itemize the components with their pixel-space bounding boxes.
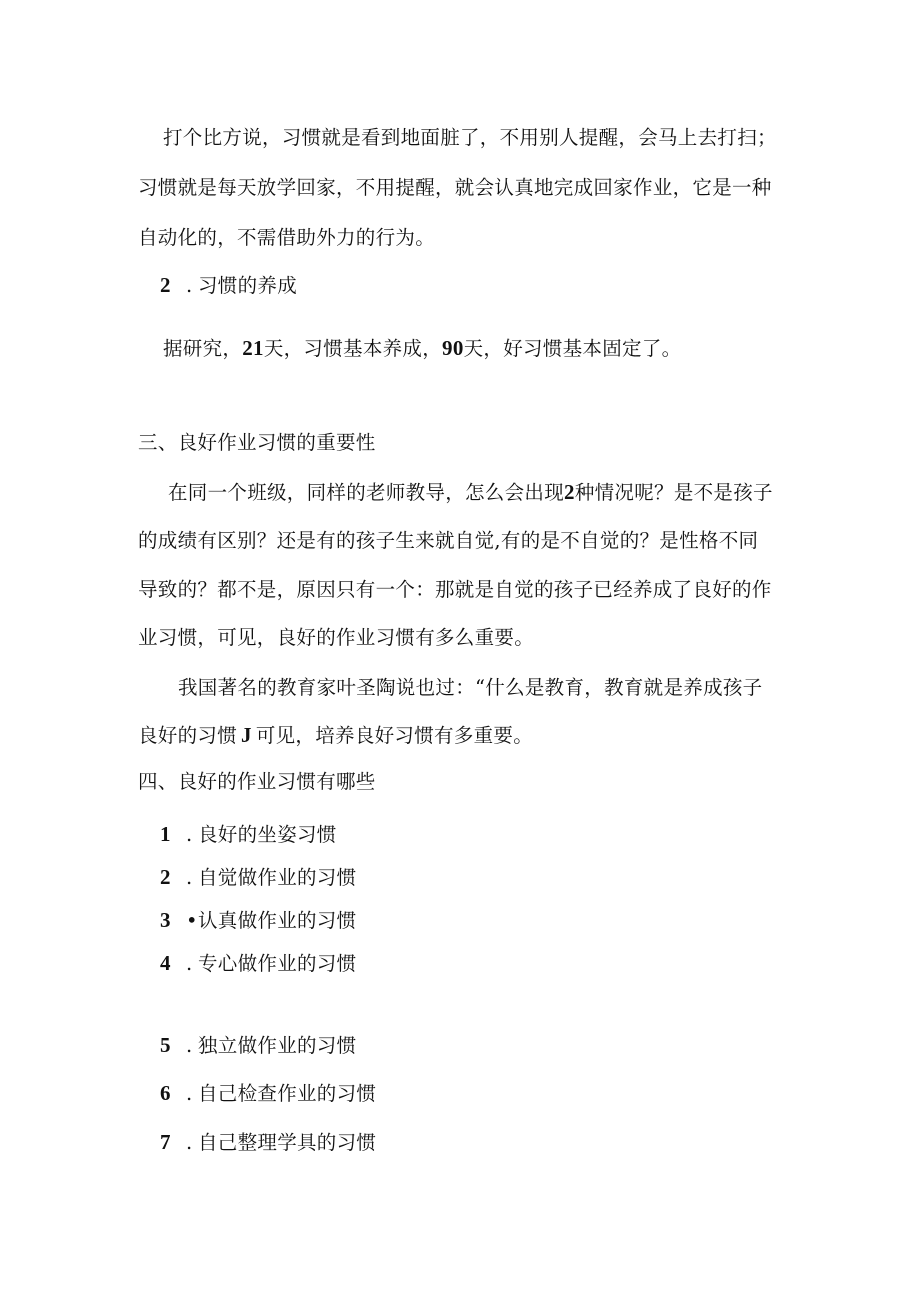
list-item	[160, 867, 356, 888]
list-item-number: 7	[160, 1130, 171, 1154]
text-run: 天，好习惯基本固定了。	[463, 337, 682, 360]
list-item	[160, 953, 356, 974]
list-item	[160, 910, 356, 931]
list-item-text: 良好的坐姿习惯	[198, 823, 337, 846]
list-item-number: 3	[160, 908, 171, 932]
text-run: 种情况呢？是不是孩子	[574, 481, 773, 504]
days-21: 21	[242, 336, 264, 360]
list-item-text: 自己检查作业的习惯	[198, 1082, 377, 1105]
list-item-separator: .	[186, 866, 193, 889]
paragraph-line: 业习惯，可见，良好的作业习惯有多么重要。	[138, 626, 535, 649]
subheading-separator: .	[186, 274, 193, 297]
research-paragraph	[163, 338, 681, 359]
list-item-number: 4	[160, 951, 171, 975]
text-run: 据研究，	[163, 337, 243, 360]
paragraph-line: 自动化的，不需借助外力的行为。	[138, 226, 436, 249]
list-item	[160, 1083, 376, 1104]
list-item-number: 5	[160, 1033, 171, 1057]
paragraph-line	[168, 482, 773, 503]
subheading-text: 习惯的养成	[198, 274, 298, 297]
count-number: 2	[564, 480, 575, 504]
quote-mark: J	[241, 723, 252, 747]
list-item-number: 1	[160, 822, 171, 846]
list-item-text: 专心做作业的习惯	[198, 952, 357, 975]
text-run: 在同一个班级，同样的老师教导，怎么会出现	[168, 481, 565, 504]
section-heading-three: 三、良好作业习惯的重要性	[138, 431, 376, 454]
subheading-number: 2	[160, 273, 171, 297]
list-item	[160, 1035, 356, 1056]
section-heading-four: 四、良好的作业习惯有哪些	[138, 770, 376, 793]
text-run: 天，习惯基本养成，	[263, 337, 443, 360]
paragraph-line: 习惯就是每天放学回家，不用提醒，就会认真地完成回家作业，它是一种	[138, 176, 772, 199]
list-item-number: 6	[160, 1081, 171, 1105]
list-item-separator: .	[186, 1034, 193, 1057]
list-item-text: 自己整理学具的习惯	[198, 1131, 377, 1154]
list-item-separator: .	[186, 1131, 193, 1154]
paragraph-line: 我国著名的教育家叶圣陶说也过：“什么是教育，教育就是养成孩子	[178, 676, 763, 699]
text-run: 可见，培养良好习惯有多重要。	[255, 724, 534, 747]
list-item-text: 自觉做作业的习惯	[198, 866, 357, 889]
list-item	[160, 1132, 376, 1153]
list-item-separator: .	[186, 1082, 193, 1105]
paragraph-line: 打个比方说，习惯就是看到地面脏了，不用别人提醒，会马上去打扫；	[163, 126, 777, 149]
list-item-text: 独立做作业的习惯	[198, 1034, 357, 1057]
list-item	[160, 824, 337, 845]
days-90: 90	[442, 336, 464, 360]
list-item-separator: .	[186, 952, 193, 975]
list-item-separator: •	[186, 909, 198, 932]
list-item-text: 认真做作业的习惯	[198, 909, 357, 932]
text-run: 良好的习惯	[138, 724, 238, 747]
paragraph-line	[138, 725, 533, 746]
list-item-separator: .	[186, 823, 193, 846]
list-item-number: 2	[160, 865, 171, 889]
subheading-habit-formation	[160, 275, 297, 296]
paragraph-line: 导致的？都不是，原因只有一个：那就是自觉的孩子已经养成了良好的作	[138, 578, 772, 601]
paragraph-line: 的成绩有区别？还是有的孩子生来就自觉,有的是不自觉的？是性格不同	[138, 529, 759, 552]
